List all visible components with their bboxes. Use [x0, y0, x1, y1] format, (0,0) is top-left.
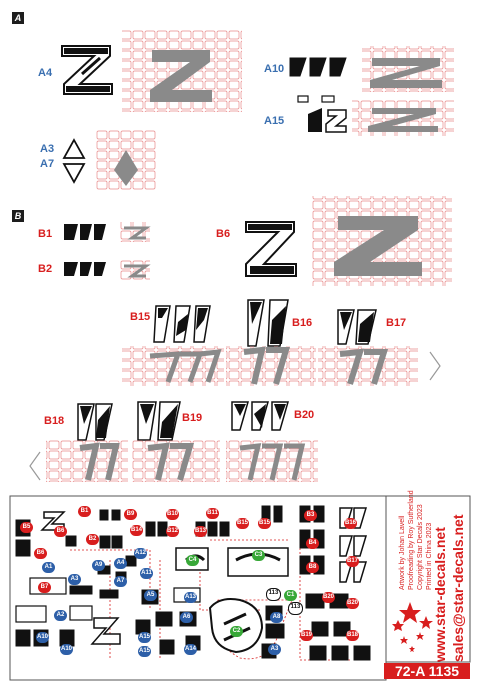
decal-b17	[338, 310, 376, 344]
marker-b6-2: B6	[34, 548, 47, 559]
section-tag-a: A	[12, 12, 24, 24]
decal-b18	[78, 404, 112, 440]
credits-block	[398, 490, 434, 590]
marker-a6: A6	[180, 612, 193, 623]
credit-proofreading: Proofreading by Roy Sutherland	[408, 490, 415, 590]
product-code: 72-A 1135	[384, 663, 470, 679]
decal-a3-a7	[64, 140, 84, 182]
marker-a8: A8	[270, 612, 283, 623]
marker-a9: A9	[92, 560, 105, 571]
marker-b8: B8	[306, 562, 319, 573]
marker-b18: B18	[346, 630, 359, 641]
decal-b20	[232, 402, 288, 430]
label-b15: B15	[130, 311, 151, 323]
decal-a4	[62, 46, 112, 94]
label-a10: A10	[264, 63, 285, 75]
decal-b19	[138, 402, 180, 440]
decal-b1	[64, 222, 150, 242]
decal-b6	[246, 222, 296, 276]
guide-row-b15-b17	[122, 346, 440, 386]
marker-113-a: 113	[266, 588, 281, 601]
guide-row-b18-b20	[30, 440, 318, 482]
section-tag-b: B	[12, 210, 24, 222]
marker-a12: A12	[134, 548, 147, 559]
marker-b6: B6	[54, 526, 67, 537]
marker-b5: B5	[20, 522, 33, 533]
marker-b12: B12	[166, 526, 179, 537]
guide-a3-a7	[96, 130, 156, 190]
guide-a10	[362, 46, 454, 92]
marker-a4: A4	[114, 558, 127, 569]
decal-b15	[154, 306, 210, 342]
label-b1: B1	[38, 228, 53, 240]
marker-b1: B1	[78, 506, 91, 517]
label-b18: B18	[44, 415, 65, 427]
marker-a13: A13	[184, 592, 197, 603]
decal-b2	[64, 260, 150, 280]
marker-c4: C4	[186, 555, 199, 566]
website-text: www.star-decals.net	[432, 527, 448, 662]
marker-b7: B7	[38, 582, 51, 593]
marker-a15: A15	[138, 632, 151, 643]
marker-a7: A7	[114, 576, 127, 587]
label-b6: B6	[216, 228, 231, 240]
marker-b20-2: B20	[346, 598, 359, 609]
credit-copyright: Copyright Star Decals 2023	[417, 504, 424, 590]
marker-a3-2: A3	[268, 644, 281, 655]
marker-b20: B20	[322, 592, 335, 603]
label-a3: A3	[40, 143, 55, 155]
email-text: sales@star-decals.net	[450, 514, 466, 662]
marker-b4: B4	[306, 538, 319, 549]
marker-b9: B9	[124, 509, 137, 520]
guide-a15	[352, 100, 454, 136]
label-b2: B2	[38, 263, 53, 275]
marker-c1: C1	[284, 590, 297, 601]
marker-a5: A5	[144, 590, 157, 601]
marker-b14: B14	[130, 525, 143, 536]
marker-a2: A2	[54, 610, 67, 621]
label-b20: B20	[294, 409, 315, 421]
label-b16: B16	[292, 317, 313, 329]
guide-a4	[122, 30, 242, 112]
marker-b2: B2	[86, 534, 99, 545]
decal-b16	[248, 300, 288, 346]
credit-artwork: Artwork by Johan Lavell	[399, 515, 406, 590]
marker-b15-b: B15	[258, 518, 271, 529]
marker-c3: C3	[252, 550, 265, 561]
marker-b11: B11	[206, 508, 219, 519]
decal-a15	[298, 96, 346, 132]
marker-c2: C2	[230, 626, 243, 637]
marker-a1: A1	[42, 562, 55, 573]
marker-a10: A10	[36, 632, 49, 643]
marker-b19: B19	[300, 630, 313, 641]
label-a7: A7	[40, 158, 55, 170]
marker-b13: B13	[194, 526, 207, 537]
credit-printed: Printed in China 2023	[426, 522, 433, 590]
marker-b10: B10	[166, 509, 179, 520]
label-b19: B19	[182, 412, 203, 424]
decal-a10	[290, 58, 346, 76]
marker-113-b: 113	[288, 602, 303, 615]
marker-a3: A3	[68, 574, 81, 585]
marker-a11: A11	[140, 568, 153, 579]
label-a15: A15	[264, 115, 285, 127]
marker-b15-a: B15	[236, 518, 249, 529]
marker-a15-2: A15	[138, 646, 151, 657]
marker-a10-2: A10	[60, 644, 73, 655]
label-a4: A4	[38, 67, 53, 79]
guide-b6	[312, 196, 452, 286]
marker-b3: B3	[304, 510, 317, 521]
label-b17: B17	[386, 317, 407, 329]
marker-b16: B16	[344, 518, 357, 529]
marker-b17: B17	[346, 556, 359, 567]
marker-a14: A14	[184, 644, 197, 655]
